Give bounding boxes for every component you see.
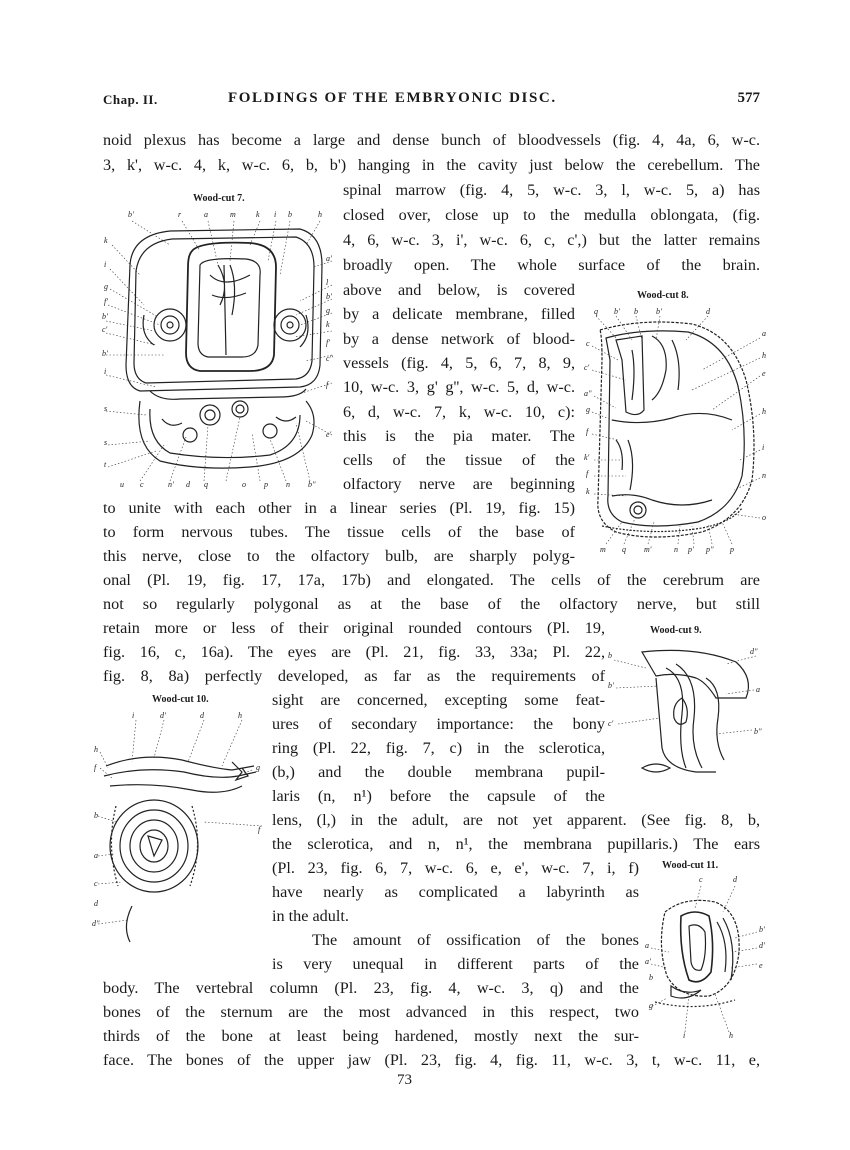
svg-text:a: a xyxy=(204,210,208,219)
svg-text:c: c xyxy=(586,339,590,348)
text-line: to unite with each other in a linear series (Pl. 19, fig. 15) xyxy=(103,499,575,517)
svg-text:a: a xyxy=(94,851,98,860)
svg-text:i: i xyxy=(104,260,107,269)
svg-text:b': b' xyxy=(128,210,134,219)
svg-text:h: h xyxy=(318,210,322,219)
text-line: spinal marrow (fig. 4, 5, w-c. 3, l, w-c. 5, a) has xyxy=(343,181,760,199)
text-line: body. The vertebral column (Pl. 23, fig. 4, w-c. 3, q) and the xyxy=(103,979,639,997)
svg-text:f': f' xyxy=(104,297,108,306)
svg-text:f': f' xyxy=(326,338,330,347)
svg-text:r: r xyxy=(178,210,182,219)
text-line: olfactory nerve are beginning xyxy=(343,475,575,493)
svg-text:b': b' xyxy=(102,312,108,321)
text-line: (b,) and the double membrana pupil- xyxy=(272,763,605,781)
text-line: is very unequal in different parts of the xyxy=(272,955,639,973)
text-line: 3, k', w-c. 4, k, w-c. 6, b, b') hanging in the cavity just below the cerebellum. The xyxy=(103,156,760,174)
svg-text:p'': p'' xyxy=(706,545,714,554)
text-line: fig. 16, c, 16a). The eyes are (Pl. 21, fig. 33, 33a; Pl. 22, xyxy=(103,643,605,661)
svg-text:k: k xyxy=(256,210,260,219)
woodcut11-illustration xyxy=(645,872,770,1042)
svg-text:g: g xyxy=(586,405,590,414)
svg-text:k: k xyxy=(326,320,330,329)
svg-text:n: n xyxy=(762,471,766,480)
text-line: fig. 8, 8a) perfectly developed, as far as the requirements of xyxy=(103,667,605,685)
svg-text:m: m xyxy=(230,210,236,219)
text-line: in the adult. xyxy=(272,907,349,925)
svg-text:d: d xyxy=(706,307,710,316)
svg-text:i: i xyxy=(104,367,107,376)
woodcut9-illustration xyxy=(606,638,766,788)
text-line: lens, (l,) in the adult, are not yet apparent. (See fig. 8, b, xyxy=(272,811,760,829)
running-title: FOLDINGS OF THE EMBRYONIC DISC. xyxy=(228,90,557,106)
svg-text:f: f xyxy=(258,825,261,834)
svg-text:c'': c'' xyxy=(326,354,333,363)
text-line: 4, 6, w-c. 3, i', w-c. 6, c, c',) but the latter remains xyxy=(343,231,760,249)
text-line: closed over, close up to the medulla oblongata, (fig. xyxy=(343,206,760,224)
svg-text:f: f xyxy=(94,763,97,772)
svg-text:c: c xyxy=(140,480,144,489)
text-line: onal (Pl. 19, fig. 17, 17a, 17b) and elongated. The cells of the cerebrum are xyxy=(103,571,760,589)
svg-text:h: h xyxy=(762,351,766,360)
woodcut8-illustration xyxy=(582,300,772,555)
svg-text:i: i xyxy=(683,1031,686,1040)
svg-text:o: o xyxy=(762,513,766,522)
svg-text:g: g xyxy=(256,763,260,772)
text-line: cells of the tissue of the xyxy=(343,451,575,469)
text-line: to form nervous tubes. The tissue cells of the base of xyxy=(103,523,575,541)
svg-text:f: f xyxy=(586,469,589,478)
svg-text:d: d xyxy=(94,899,98,908)
svg-text:n: n xyxy=(674,545,678,554)
woodcut7-illustration xyxy=(100,205,340,490)
text-line: 6, d, w-c. 7, k, w-c. 10, c): xyxy=(343,403,575,421)
svg-text:m: m xyxy=(600,545,606,554)
text-line: ures of secondary importance: the bony xyxy=(272,715,605,733)
svg-text:k': k' xyxy=(584,453,590,462)
woodcut8-caption: Wood-cut 8. xyxy=(637,290,689,301)
svg-text:e: e xyxy=(759,961,763,970)
text-line: The amount of ossification of the bones xyxy=(312,931,639,949)
svg-text:t: t xyxy=(104,460,107,469)
text-line: retain more or less of their original rounded contours (Pl. 19, xyxy=(103,619,605,637)
svg-text:b': b' xyxy=(608,681,614,690)
text-line: the sclerotica, and n, n¹, the membrana pupillaris.) The ears xyxy=(272,835,760,853)
svg-text:n: n xyxy=(286,480,290,489)
text-line: vessels (fig. 4, 5, 6, 7, 8, 9, xyxy=(343,354,575,372)
svg-text:c: c xyxy=(699,875,703,884)
text-line: sight are concerned, excepting some feat- xyxy=(272,691,605,709)
svg-text:b: b xyxy=(608,651,612,660)
text-line: this is the pia mater. The xyxy=(343,427,575,445)
text-line: bones of the sternum are the most advanced in this respect, two xyxy=(103,1003,639,1021)
woodcut10-illustration xyxy=(92,706,267,951)
svg-text:g: g xyxy=(649,1001,653,1010)
svg-text:l: l xyxy=(326,278,329,287)
svg-text:m': m' xyxy=(644,545,652,554)
text-line: have nearly as complicated a labyrinth as xyxy=(272,883,639,901)
svg-text:b': b' xyxy=(614,307,620,316)
svg-text:d': d' xyxy=(160,711,166,720)
svg-text:d: d xyxy=(733,875,737,884)
text-line: above and below, is covered xyxy=(343,281,575,299)
text-line: thirds of the bone at least being hardened, mostly next the sur- xyxy=(103,1027,639,1045)
svg-text:a: a xyxy=(762,329,766,338)
svg-text:q: q xyxy=(594,307,598,316)
text-line: noid plexus has become a large and dense bunch of bloodvessels (fig. 4, 4a, 6, w-c. xyxy=(103,131,760,149)
svg-text:g: g xyxy=(104,282,108,291)
svg-text:p: p xyxy=(730,545,734,554)
svg-text:b: b xyxy=(634,307,638,316)
text-line: laris (n, n¹) before the capsule of the xyxy=(272,787,605,805)
svg-text:b': b' xyxy=(102,349,108,358)
svg-text:b: b xyxy=(288,210,292,219)
svg-text:g: g xyxy=(326,306,330,315)
woodcut10-caption: Wood-cut 10. xyxy=(152,694,209,705)
svg-text:s: s xyxy=(104,438,108,447)
svg-text:b: b xyxy=(649,973,653,982)
svg-text:p: p xyxy=(264,480,268,489)
svg-text:d'': d'' xyxy=(92,919,100,928)
svg-text:n': n' xyxy=(168,480,174,489)
svg-text:s: s xyxy=(104,404,108,413)
svg-text:a: a xyxy=(645,941,649,950)
text-line: (Pl. 23, fig. 6, 7, w-c. 6, e, e', w-c. 7, i, f) xyxy=(272,859,639,877)
chapter-label: Chap. II. xyxy=(103,92,158,107)
svg-text:i: i xyxy=(762,443,765,452)
text-line: broadly open. The whole surface of the brain. xyxy=(343,256,760,274)
svg-text:a': a' xyxy=(326,254,332,263)
svg-text:k: k xyxy=(586,487,590,496)
woodcut11-caption: Wood-cut 11. xyxy=(662,860,719,871)
svg-text:h: h xyxy=(762,407,766,416)
svg-text:b': b' xyxy=(759,925,765,934)
svg-text:a'': a'' xyxy=(584,389,592,398)
svg-text:c': c' xyxy=(584,363,590,372)
svg-text:e': e' xyxy=(326,430,332,439)
svg-text:f: f xyxy=(586,427,589,436)
svg-text:b'': b'' xyxy=(308,480,316,489)
svg-text:d'': d'' xyxy=(750,647,758,656)
text-line: ring (Pl. 22, fig. 7, c) in the sclerotica, xyxy=(272,739,605,757)
text-line: not so regularly polygonal as at the base of the olfactory nerve, but still xyxy=(103,595,760,613)
page-number: 577 xyxy=(737,90,760,106)
svg-text:d: d xyxy=(200,711,204,720)
svg-text:b'': b'' xyxy=(754,727,762,736)
svg-text:b': b' xyxy=(326,292,332,301)
text-line: this nerve, close to the olfactory bulb, are sharply polyg- xyxy=(103,547,575,565)
svg-text:q: q xyxy=(204,480,208,489)
svg-text:b: b xyxy=(94,811,98,820)
svg-text:a': a' xyxy=(645,957,651,966)
svg-text:u: u xyxy=(120,480,124,489)
svg-text:i: i xyxy=(132,711,135,720)
svg-text:k: k xyxy=(104,236,108,245)
svg-text:h: h xyxy=(238,711,242,720)
svg-text:p': p' xyxy=(688,545,694,554)
svg-text:i: i xyxy=(274,210,277,219)
woodcut7-caption: Wood-cut 7. xyxy=(193,193,245,204)
svg-text:d': d' xyxy=(759,941,765,950)
svg-text:d: d xyxy=(186,480,190,489)
svg-text:c: c xyxy=(94,879,98,888)
svg-text:f: f xyxy=(326,380,329,389)
svg-text:c': c' xyxy=(102,325,108,334)
running-header xyxy=(103,90,760,114)
svg-text:b': b' xyxy=(656,307,662,316)
text-line: 10, w-c. 3, g' g'', w-c. 5, d, w-c. xyxy=(343,378,575,396)
svg-text:a: a xyxy=(756,685,760,694)
svg-text:h: h xyxy=(729,1031,733,1040)
text-line: by a dense network of blood- xyxy=(343,330,575,348)
page-signature: 73 xyxy=(397,1072,412,1088)
svg-text:q: q xyxy=(622,545,626,554)
svg-text:o: o xyxy=(242,480,246,489)
svg-text:e: e xyxy=(762,369,766,378)
svg-text:c': c' xyxy=(608,719,614,728)
text-line: face. The bones of the upper jaw (Pl. 23, fig. 4, fig. 11, w-c. 3, t, w-c. 11, e, xyxy=(103,1051,760,1069)
svg-text:h: h xyxy=(94,745,98,754)
text-line: by a delicate membrane, filled xyxy=(343,305,575,323)
woodcut9-caption: Wood-cut 9. xyxy=(650,625,702,636)
